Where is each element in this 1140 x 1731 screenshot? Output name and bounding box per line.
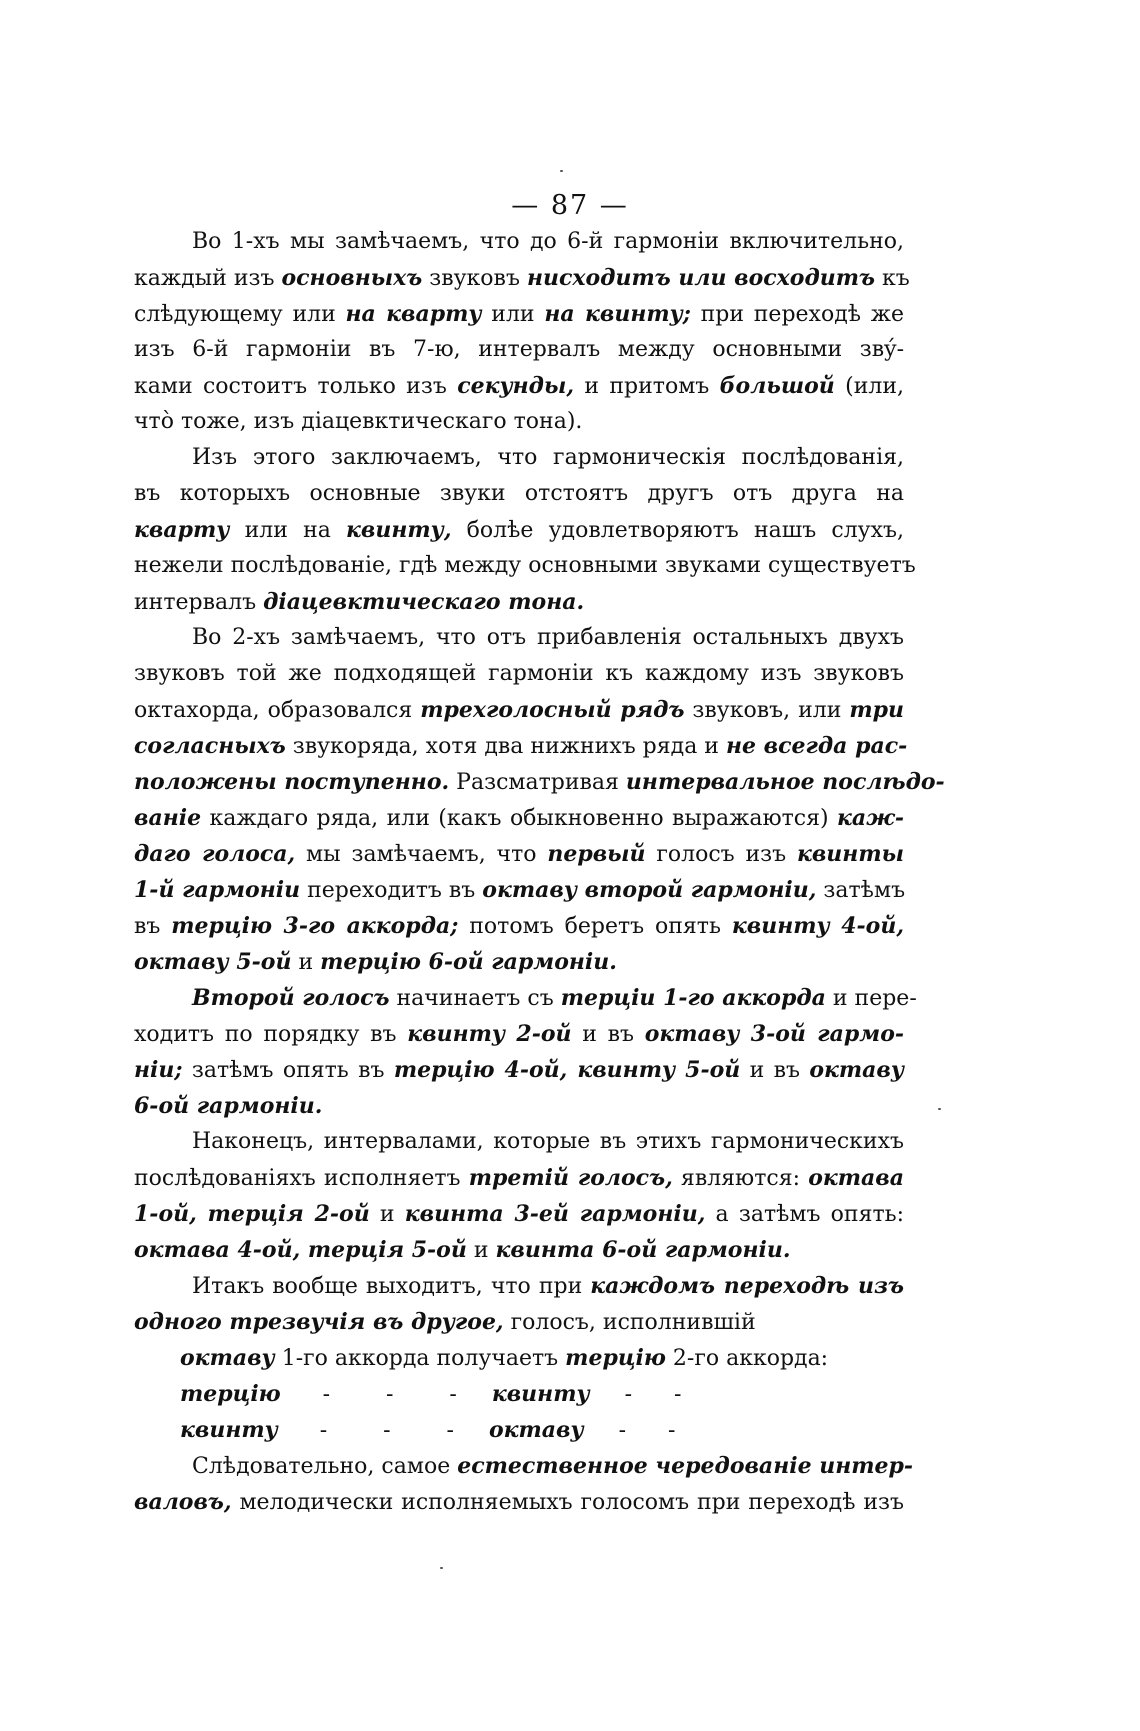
italic-term: трехголосный рядъ xyxy=(420,697,685,723)
italic-term: не всегда рас- xyxy=(725,733,908,759)
text-line xyxy=(134,1052,904,1089)
italic-term: три xyxy=(849,697,904,723)
text-run: звукоряда, хотя два нижнихъ ряда и xyxy=(285,734,726,759)
text-line xyxy=(134,260,910,297)
text-run: къ xyxy=(875,266,910,291)
text-line xyxy=(134,1484,904,1521)
italic-term: терцію 4-ой, квинту 5-ой xyxy=(393,1057,741,1083)
text-run: и xyxy=(291,950,321,975)
text-line xyxy=(134,620,904,656)
page-speck xyxy=(560,170,563,172)
text-run: ками состоитъ только изъ xyxy=(134,374,458,399)
text-run: Во 2-хъ замѣчаемъ, что отъ прибавленія остальныхъ двухъ xyxy=(192,625,904,650)
text-run: - - - xyxy=(280,1382,492,1407)
text-run: и въ xyxy=(571,1022,645,1047)
text-line xyxy=(134,224,904,260)
italic-term: на квинту; xyxy=(544,301,691,327)
text-run: изъ 6-й гармоніи въ 7-ю, интервалъ между основными звý- xyxy=(134,337,904,362)
italic-term: нiи; xyxy=(134,1057,183,1083)
text-run: каждаго ряда, или (какъ обыкновенно выражаются) xyxy=(201,806,837,831)
italic-term: квинта 6-ой гармоніи. xyxy=(495,1237,791,1263)
text-run: затѣмъ xyxy=(816,878,906,903)
italic-term: октава xyxy=(808,1165,904,1191)
text-line xyxy=(134,404,904,440)
italic-term: интервальное послѣдо- xyxy=(625,769,945,795)
italic-term: квинту 4-ой, xyxy=(731,913,904,939)
italic-term: 1-ой, терція 2-ой xyxy=(134,1201,370,1227)
text-line xyxy=(134,692,904,729)
italic-term: терцію xyxy=(565,1345,666,1371)
text-run: при переходѣ же xyxy=(690,302,904,327)
text-line xyxy=(134,656,904,692)
text-line xyxy=(134,548,916,584)
italic-term: терцію xyxy=(180,1381,281,1407)
italic-term: квинту xyxy=(491,1381,590,1407)
italic-term: каждомъ переходѣ изъ xyxy=(590,1273,904,1299)
text-line xyxy=(134,512,904,549)
italic-term: на кварту xyxy=(345,301,482,327)
text-run: звуковъ той же подходящей гармоніи къ каждому изъ звуковъ xyxy=(134,661,904,686)
text-run: переходитъ въ xyxy=(300,878,483,903)
text-run: нежели послѣдованіе, гдѣ между основными звуками существуетъ xyxy=(134,553,916,578)
text-run: октахорда, образовался xyxy=(134,698,421,723)
text-run: а затѣмъ опять: xyxy=(705,1202,905,1227)
text-run: и xyxy=(466,1238,496,1263)
italic-term: каж- xyxy=(837,805,904,831)
text-run: - - xyxy=(589,1382,682,1407)
text-line xyxy=(134,944,904,981)
text-line xyxy=(134,1232,904,1269)
text-line xyxy=(134,1124,904,1160)
text-run: мы замѣчаемъ, что xyxy=(295,842,548,867)
italic-term: квинта 3-ей гармоніи, xyxy=(404,1201,706,1227)
text-line xyxy=(134,800,904,837)
italic-term: Второй голосъ xyxy=(192,985,390,1011)
text-run: мелодически исполняемыхъ голосомъ при переходѣ изъ xyxy=(231,1490,904,1515)
italic-term: октаву 3-ой гармо- xyxy=(644,1021,905,1047)
text-run: въ xyxy=(134,914,172,939)
italic-term: октаву xyxy=(180,1345,275,1371)
page-number: — 87 — xyxy=(511,190,629,221)
italic-term: даго голоса, xyxy=(134,841,296,867)
text-run: болѣе удовлетворяютъ нашъ слухъ, xyxy=(451,518,905,543)
text-line xyxy=(134,908,904,945)
text-run: интервалъ xyxy=(134,590,264,615)
italic-term: квинту, xyxy=(346,517,452,543)
text-line xyxy=(134,1304,904,1341)
italic-term: октаву xyxy=(488,1417,584,1443)
italic-term: одного трезвучія въ другое, xyxy=(134,1309,504,1335)
text-run: звуковъ xyxy=(422,266,527,291)
text-line xyxy=(134,584,904,621)
text-run: потомъ беретъ опять xyxy=(458,914,732,939)
text-line xyxy=(134,440,904,476)
italic-term: кварту xyxy=(134,517,230,543)
text-run: - - xyxy=(583,1418,676,1443)
text-run: слѣдующему или xyxy=(134,302,346,327)
text-line xyxy=(134,1160,904,1197)
text-line xyxy=(180,1376,880,1413)
page-speck xyxy=(938,1108,941,1110)
italic-term: нисходитъ или восходитъ xyxy=(526,265,876,291)
italic-term: согласныхъ xyxy=(134,733,286,759)
text-line xyxy=(134,296,904,333)
text-run: въ которыхъ основные звуки отстоятъ другъ отъ друга на xyxy=(134,481,904,506)
italic-term: 6-ой гармоніи. xyxy=(134,1093,323,1119)
italic-term: терцію 6-ой гармоніи. xyxy=(320,949,617,975)
text-line xyxy=(134,1448,914,1485)
italic-term: квинты xyxy=(796,841,904,867)
text-run: и пере- xyxy=(825,986,917,1011)
italic-term: діацевктическаго тона. xyxy=(263,589,585,615)
text-line xyxy=(134,1016,904,1053)
italic-term: октаву второй гармоніи, xyxy=(482,877,817,903)
italic-term: терцію 3-го аккорда; xyxy=(171,913,459,939)
italic-term: основныхъ xyxy=(281,265,423,291)
text-line xyxy=(134,836,904,873)
text-run: или на xyxy=(229,518,347,543)
italic-term: ваніе xyxy=(134,805,202,831)
text-line xyxy=(134,476,904,512)
text-run: Разсматривая xyxy=(449,770,626,795)
italic-term: квинту 2-ой xyxy=(407,1021,572,1047)
text-run: (или, xyxy=(834,374,905,399)
text-run: и въ xyxy=(740,1058,810,1083)
text-run: Во 1-хъ мы замѣчаемъ, что до 6-й гармоніи включительно, xyxy=(192,229,904,254)
italic-term: положены поступенно. xyxy=(134,769,450,795)
text-run: начинаетъ съ xyxy=(389,986,561,1011)
italic-term: первый xyxy=(547,841,646,867)
text-run: голосъ, исполнившій xyxy=(503,1310,756,1335)
text-line xyxy=(180,1340,880,1377)
text-run: чтò тоже, изъ діацевктическаго тона). xyxy=(134,409,583,434)
text-run: Наконецъ, интервалами, которые въ этихъ гармоническихъ xyxy=(192,1129,904,1154)
text-run: 2-го аккорда: xyxy=(665,1346,829,1371)
text-run: каждый изъ xyxy=(134,266,282,291)
text-run: Изъ этого заключаемъ, что гармоническія послѣдованія, xyxy=(192,445,904,470)
text-run: послѣдованіяхъ исполняетъ xyxy=(134,1166,469,1191)
text-line xyxy=(134,1268,904,1305)
italic-term: валовъ, xyxy=(134,1489,232,1515)
text-run: Итакъ вообще выходитъ, что при xyxy=(192,1274,591,1299)
italic-term: третій голосъ, xyxy=(468,1165,673,1191)
text-run: 1-го аккорда получаетъ xyxy=(274,1346,566,1371)
text-line xyxy=(134,980,917,1017)
italic-term: квинту xyxy=(180,1417,278,1443)
text-run: голосъ изъ xyxy=(645,842,797,867)
text-run: звуковъ, или xyxy=(684,698,850,723)
italic-term: естественное чередованіе интер- xyxy=(457,1453,914,1479)
italic-term: 1-й гармоніи xyxy=(134,877,301,903)
italic-term: октаву 5-ой xyxy=(134,949,292,975)
text-run: - - - xyxy=(277,1418,489,1443)
text-run: или xyxy=(481,302,545,327)
italic-term: большой xyxy=(719,373,835,399)
italic-term: терціи 1-го аккорда xyxy=(560,985,826,1011)
text-line xyxy=(134,728,908,765)
text-run: являются: xyxy=(672,1166,809,1191)
text-line xyxy=(134,764,945,801)
text-run: и xyxy=(369,1202,405,1227)
italic-term: секунды, xyxy=(457,373,575,399)
text-run: и притомъ xyxy=(574,374,720,399)
text-run: ходитъ по порядку въ xyxy=(134,1022,408,1047)
text-line xyxy=(134,368,904,405)
text-run: Слѣдовательно, самое xyxy=(192,1454,458,1479)
text-line xyxy=(134,1088,904,1125)
text-line xyxy=(134,332,904,368)
text-line xyxy=(180,1412,880,1449)
italic-term: октаву xyxy=(809,1057,905,1083)
italic-term: октава 4-ой, терція 5-ой xyxy=(134,1237,467,1263)
text-line xyxy=(134,872,904,909)
page-speck xyxy=(440,1567,443,1569)
text-line xyxy=(134,1196,904,1233)
text-run: затѣмъ опять въ xyxy=(182,1058,394,1083)
